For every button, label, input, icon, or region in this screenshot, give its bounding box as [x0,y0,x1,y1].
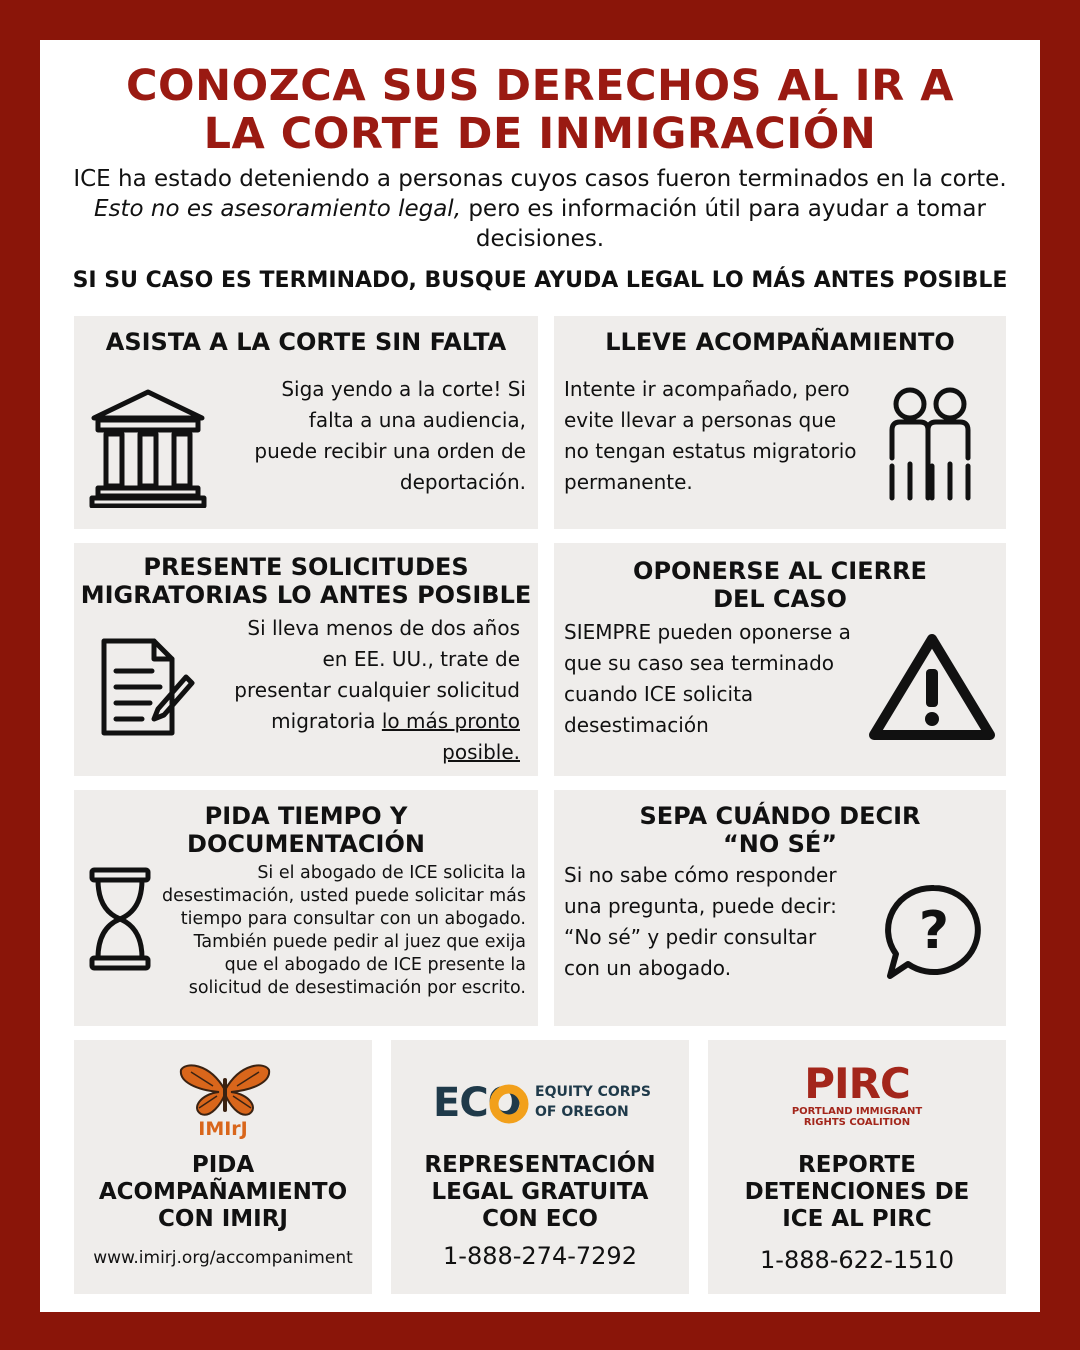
org-title-line-3: ICE AL PIRC [782,1206,932,1232]
eco-logo-text: ECO [433,1080,521,1126]
svg-text:?: ? [918,901,950,961]
card-oppose-closure [554,543,1006,776]
pirc-logo-sub-1: PORTLAND IMMIGRANT [791,1106,923,1117]
flyer-page [40,40,1040,1312]
courthouse-icon [88,386,208,508]
org-title-line-1: REPRESENTACIÓN [424,1152,656,1178]
card-title-line-2: MIGRATORIAS LO ANTES POSIBLE [80,581,532,609]
title-line-1: CONOZCA SUS DERECHOS AL IR A [125,61,955,111]
card-title-line-2: DEL CASO [713,585,847,613]
card-say-dont-know [554,790,1006,1026]
intro-text [40,164,1040,254]
card-title [74,553,538,609]
card-title [74,802,538,858]
card-title [554,802,1006,858]
org-title-line-3: CON IMIRJ [158,1206,288,1232]
card-text: Siga yendo a la corte! Si falta a una audiencia, puede recibir una orden de deportación. [254,377,526,494]
pirc-logo-sub-2: RIGHTS COALITION [803,1117,911,1128]
card-file-applications [74,543,538,776]
org-title-line-2: LEGAL GRATUITA [431,1179,649,1205]
page-title [40,62,1040,158]
imirj-url-link[interactable]: www.imirj.org/accompaniment [93,1248,353,1268]
card-title-line-1: PRESENTE SOLICITUDES [143,553,469,581]
eco-o-ring-icon [489,1084,529,1124]
card-text: Si no sabe cómo responder una pregunta, puede decir: “No sé” y pedir consultar con un abogado. [564,863,837,980]
hourglass-icon [88,866,152,972]
two-people-icon [878,386,982,504]
intro-line-1: ICE ha estado deteniendo a personas cuyos casos fueron terminados en la corte. [73,166,1007,192]
butterfly-logo-icon [179,1060,271,1118]
card-text: Si el abogado de ICE solicita la desestimación, usted puede solicitar más tiempo para consultar con un abogado. También puede pedir al juez que exija que el abogado de ICE presente la solicitud de desestimación por escrito. [162,863,526,998]
eco-phone-link[interactable]: 1-888-274-7292 [443,1242,637,1270]
card-bring-companion [554,316,1006,529]
document-pencil-icon [98,635,198,739]
asap-underline: lo más pronto posible. [381,709,520,764]
pirc-logo-text: PIRC [804,1059,910,1108]
pirc-logo [708,1059,1006,1128]
org-title [391,1152,689,1233]
intro-disclaimer: Esto no es asesoramiento legal, [94,196,462,222]
intro-rest: pero es información útil para ayudar a tomar decisiones. [461,196,986,252]
org-imirj [74,1040,372,1294]
card-title: ASISTA A LA CORTE SIN FALTA [105,328,507,356]
org-title-line-2: DETENCIONES DE [744,1179,970,1205]
eco-logo-sub-2: OF OREGON [535,1104,629,1120]
eco-logo-sub-1: EQUITY CORPS [535,1084,651,1100]
org-pirc [708,1040,1006,1294]
imirj-logo-text: IMIrJ [198,1118,248,1140]
card-title-line-2: DOCUMENTACIÓN [187,830,425,858]
card-title: LLEVE ACOMPAÑAMIENTO [605,328,955,356]
org-title [74,1152,372,1233]
eco-logo [433,1080,663,1126]
org-title [708,1152,1006,1233]
card-title [554,557,1006,613]
card-ask-time [74,790,538,1026]
card-text [224,613,520,768]
subheading: SI SU CASO ES TERMINADO, BUSQUE AYUDA LEGAL LO MÁS ANTES POSIBLE [72,268,1008,293]
card-title-line-1: OPONERSE AL CIERRE [633,557,927,585]
card-text-body: Si lleva menos de dos años en EE. UU., trate de presentar cualquier solicitud migratoria [234,616,520,733]
question-bubble-icon [882,882,986,982]
card-title-line-2: “NO SÉ” [722,830,838,858]
card-title-line-1: SEPA CUÁNDO DECIR [639,802,921,830]
org-eco [391,1040,689,1294]
warning-icon [868,631,996,743]
org-title-line-1: PIDA [191,1152,255,1178]
card-attend-court [74,316,538,529]
org-title-line-3: CON ECO [482,1206,598,1232]
org-title-line-1: REPORTE [798,1152,916,1178]
card-title-line-1: PIDA TIEMPO Y [204,802,408,830]
org-title-line-2: ACOMPAÑAMIENTO [98,1179,348,1205]
pirc-phone-link[interactable]: 1-888-622-1510 [760,1246,954,1274]
card-text: Intente ir acompañado, pero evite llevar a personas que no tengan estatus migratorio permanente. [564,377,857,494]
card-text: SIEMPRE pueden oponerse a que su caso sea terminado cuando ICE solicita desestimación [564,620,851,737]
title-line-2: LA CORTE DE INMIGRACIÓN [203,109,877,159]
